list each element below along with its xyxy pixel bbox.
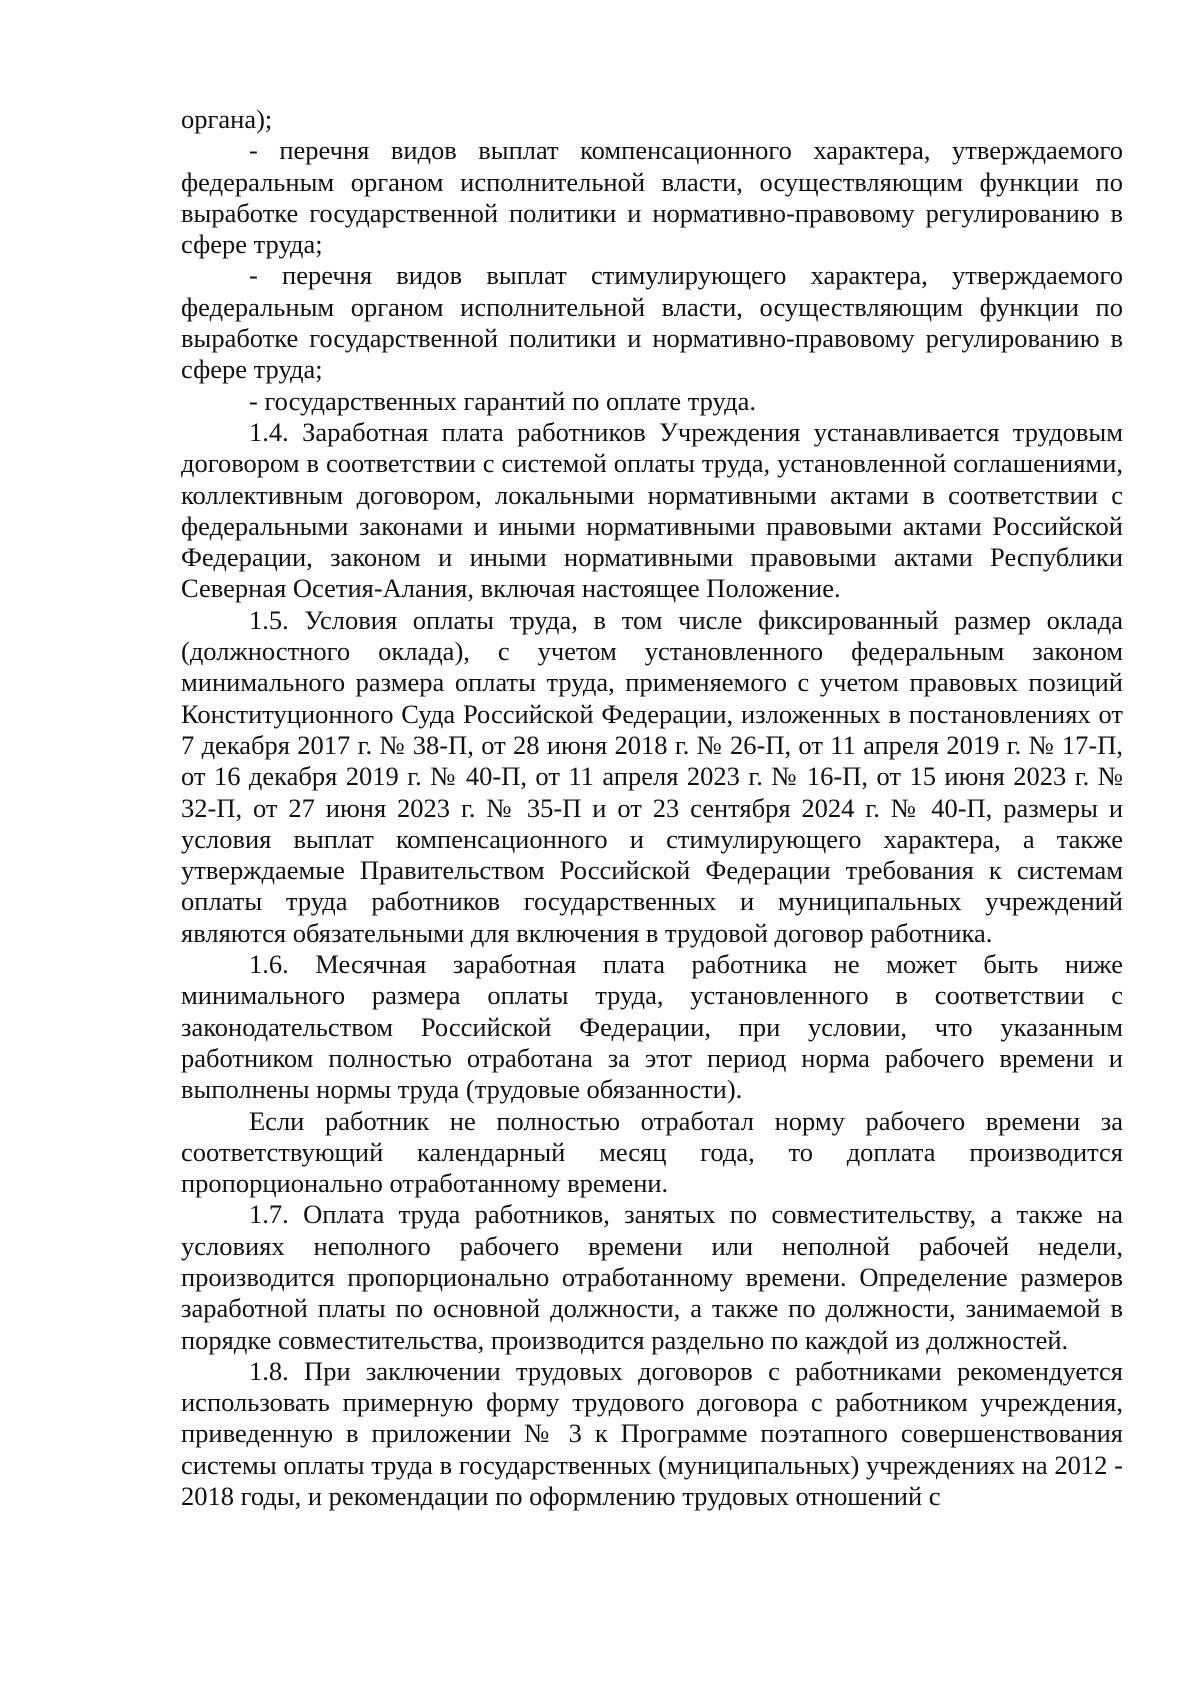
paragraph-incentive-list: - перечня видов выплат стимулирующего характера, утверждаемого федеральным органом исполнительной власти, осуществляющим функции по выработке государственной политики и нормативно-правовому регулированию в сфере труда; bbox=[181, 260, 1123, 385]
paragraph-1-7: 1.7. Оплата труда работников, занятых по совместительству, а также на условиях неполного рабочего времени или неполной рабочей недели, производится пропорционально отработанному времени. Определение размеров заработной платы по основной должности, а также по должности, занимаемой в порядке совместительства, производится раздельно по каждой из должностей. bbox=[181, 1199, 1123, 1355]
paragraph-1-6: 1.6. Месячная заработная плата работника не может быть ниже минимального размера оплаты труда, установленного в соответствии с законодательством Российской Федерации, при условии, что указанным работником полностью отработана за этот период норма рабочего времени и выполнены нормы труда (трудовые обязанности). bbox=[181, 949, 1123, 1105]
paragraph-1-6-continued: Если работник не полностью отработал норму рабочего времени за соответствующий календарный месяц года, то доплата производится пропорционально отработанному времени. bbox=[181, 1105, 1123, 1199]
paragraph-state-guarantees: - государственных гарантий по оплате труда. bbox=[249, 385, 756, 416]
paragraph-1-8: 1.8. При заключении трудовых договоров с работниками рекомендуется использовать примерную форму трудового договора с работником учреждения, приведенную в приложении № 3 к Программе поэтапного совершенствования системы оплаты труда в государственных (муниципальных) учреждениях на 2012 - 2018 годы, и рекомендации по оформлению трудовых отношений с bbox=[181, 1355, 1123, 1512]
paragraph-organ-end: органа); bbox=[181, 104, 273, 134]
document-body bbox=[181, 104, 1123, 1512]
paragraph-1-5: 1.5. Условия оплаты труда, в том числе фиксированный размер оклада (должностного оклада), с учетом установленного федеральным законом минимального размера оплаты труда, применяемого с учетом правовых позиций Конституционного Суда Российской Федерации, изложенных в постановлениях от 7 декабря 2017 г. № 38-П, от 28 июня 2018 г. № 26-П, от 11 апреля 2019 г. № 17-П, от 16 декабря 2019 г. № 40-П, от 11 апреля 2023 г. № 16-П, от 15 июня 2023 г. № 32-П, от 27 июня 2023 г. № 35-П и от 23 сентября 2024 г. № 40-П, размеры и условия выплат компенсационного и стимулирующего характера, а также утверждаемые Правительством Российской Федерации требования к системам оплаты труда работников государственных и муниципальных учреждений являются обязательными для включения в трудовой договор работника. bbox=[181, 604, 1123, 948]
paragraph-1-4: 1.4. Заработная плата работников Учреждения устанавливается трудовым договором в соответствии с системой оплаты труда, установленной соглашениями, коллективным договором, локальными нормативными актами в соответствии с федеральными законами и иными нормативными правовыми актами Российской Федерации, законом и иными нормативными правовыми актами Республики Северная Осетия-Алания, включая настоящее Положение. bbox=[181, 416, 1123, 604]
paragraph-compensation-list: - перечня видов выплат компенсационного характера, утверждаемого федеральным органом исполнительной власти, осуществляющим функции по выработке государственной политики и нормативно-правовому регулированию в сфере труда; bbox=[181, 135, 1123, 260]
